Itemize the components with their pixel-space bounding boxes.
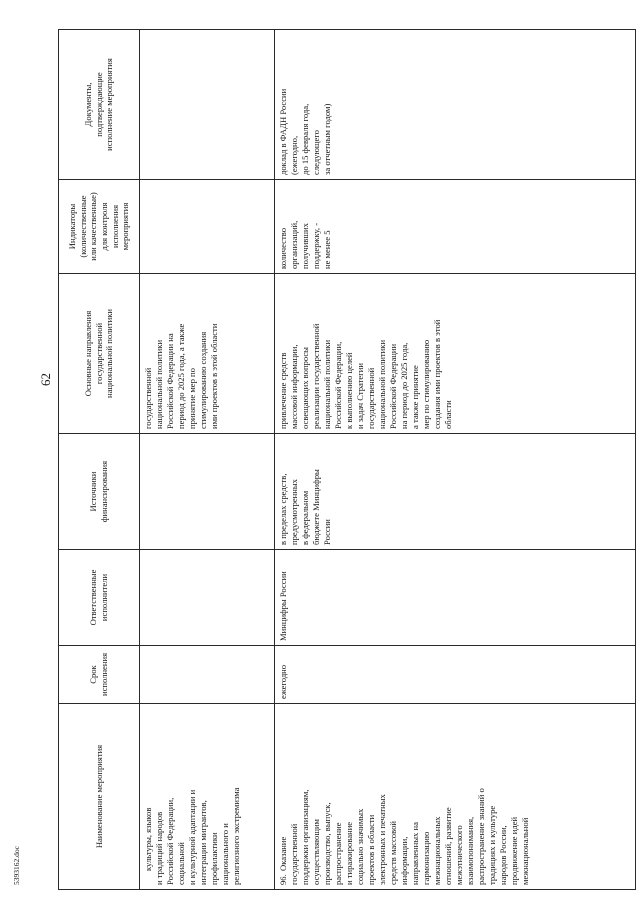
cell-executors: Минцифры России — [275, 550, 636, 646]
header-directions: Основные направления государственной национальной политики — [59, 274, 140, 434]
cell-executors — [140, 550, 275, 646]
header-funding: Источники финансирования — [59, 434, 140, 550]
header-executors: Ответственные исполнители — [59, 550, 140, 646]
cell-name — [275, 704, 636, 890]
cell-name-text: культуры, языков и традиций народов Российской Федерации, социальной и культурной адаптации и интеграции мигрантов, профилактики национального и религиозного экстремизма — [143, 787, 241, 885]
cell-documents: доклад в ФАДН России (ежегодно, до 15 февраля года, следующего за отчетным годом) — [275, 30, 636, 180]
cell-funding — [140, 434, 275, 550]
table-row — [140, 30, 275, 890]
table-row — [275, 30, 636, 890]
row-number: 96. — [278, 874, 288, 885]
cell-deadline — [140, 646, 275, 704]
header-indicators: Индикаторы (количественные или качественные) для контроля исполнения мероприятия — [59, 180, 140, 274]
cell-funding: в пределах средств, предусмотренных в федеральном бюджете Минцифры России — [275, 434, 636, 550]
table-header — [59, 30, 140, 890]
cell-directions: привлечение средств массовой информации, освещающих вопросы реализации государственной национальной политики Российской Федерации, к выполнению целей и задач Стратегии государственной национальной политики Российской Федерации на период до 2025 года, а также принятие мер по стимулированию создания ими проектов в этой области — [275, 274, 636, 434]
measures-table — [58, 29, 636, 890]
cell-indicators: количество организаций, получивших поддержку, - не менее 5 — [275, 180, 636, 274]
cell-name — [140, 704, 275, 890]
header-deadline: Срок исполнения — [59, 646, 140, 704]
cell-documents — [140, 30, 275, 180]
header-documents: Документы, подтверждающие исполнение мероприятия — [59, 30, 140, 180]
rotated-page-content — [58, 30, 640, 890]
cell-name-text: Оказание государственной поддержки организациям, осуществляющим производство, выпуск, распространение и тиражирование социально значимых проектов в области электронных и печатных средств массовой информации, направленных на гармонизацию межнациональных отношений, развитие межэтнического взаимопонимания, распространение знаний о традициях и культуре народов России, продвижение идей межнациональной — [278, 788, 530, 885]
header-name: Наименование мероприятия — [59, 704, 140, 890]
cell-deadline: ежегодно — [275, 646, 636, 704]
page-number: 62 — [38, 373, 53, 386]
document-id: 5393162.doc — [12, 846, 21, 885]
cell-directions: государственной национальной политики Российской Федерации на период до 2025 года, а также принятие мер по стимулированию создания ими проектов в этой области — [140, 274, 275, 434]
cell-indicators — [140, 180, 275, 274]
